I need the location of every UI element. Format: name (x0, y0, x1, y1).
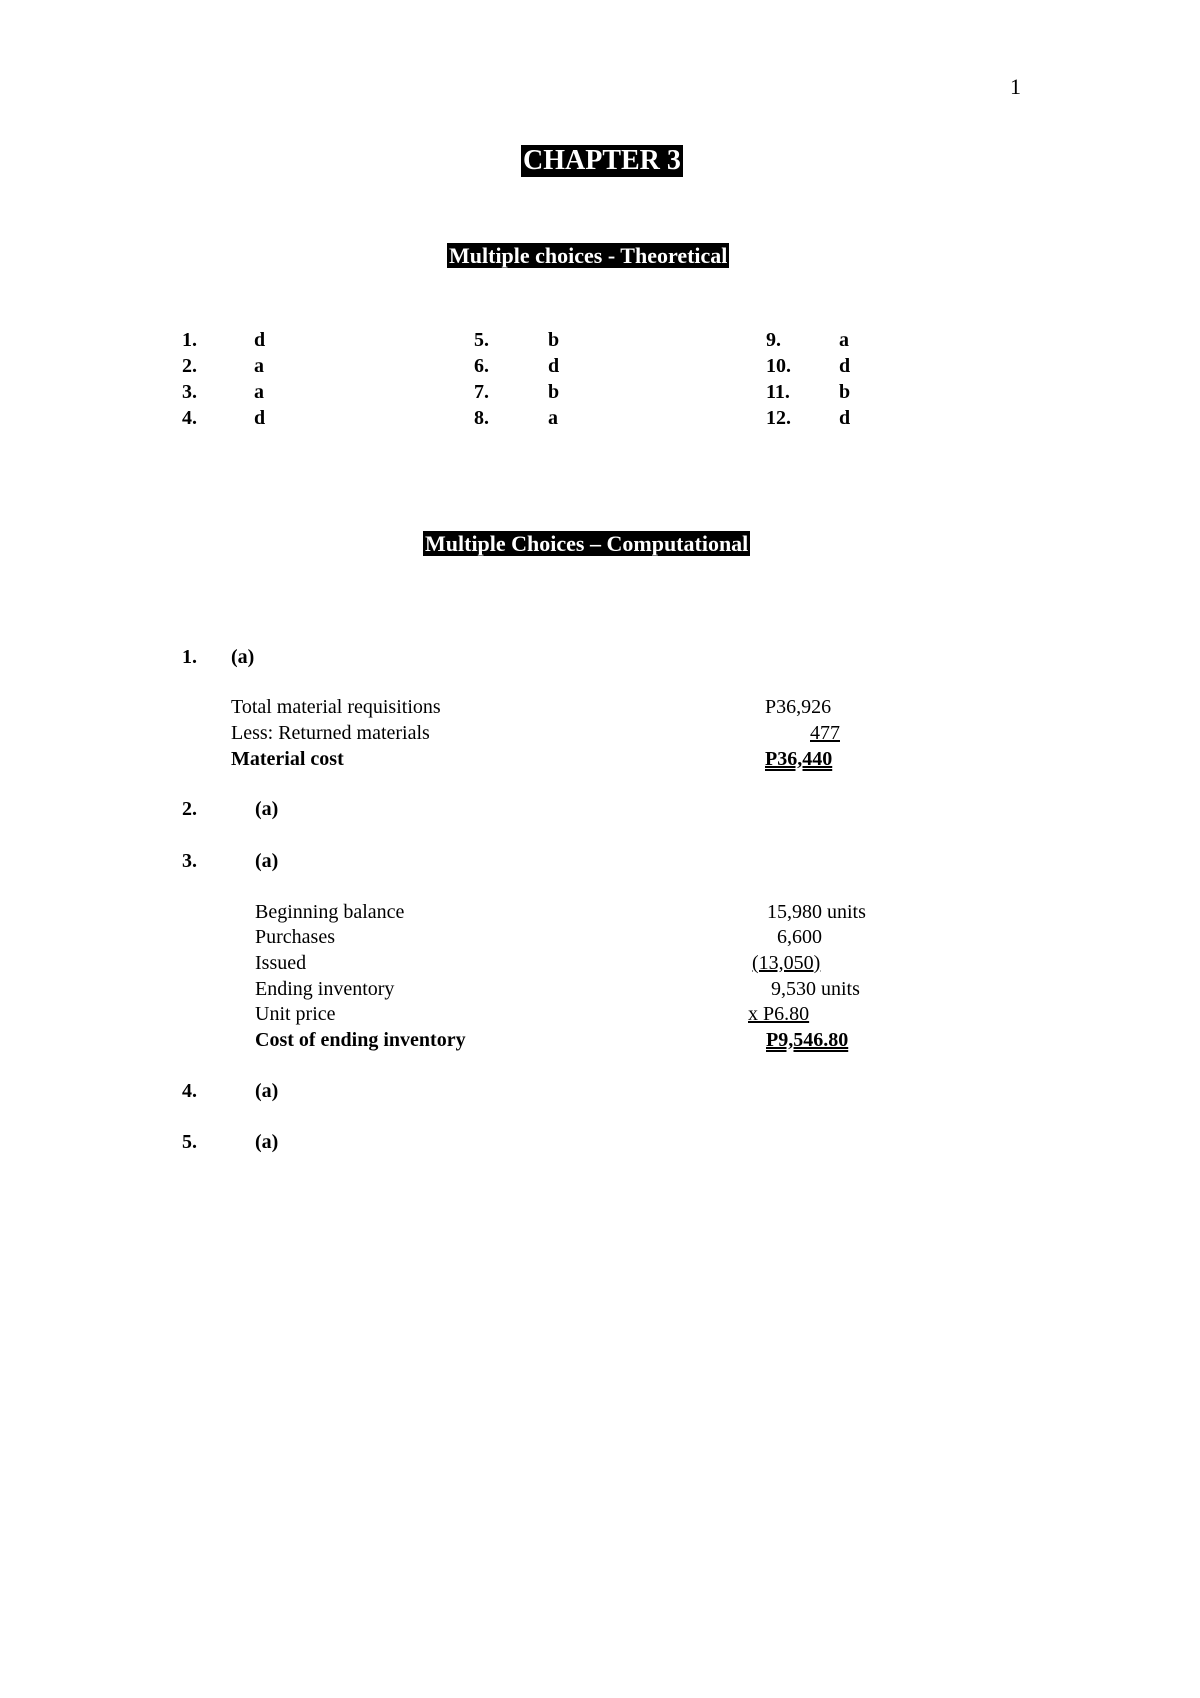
row-value: (13,050) (752, 952, 821, 974)
answer-number: 4. (182, 407, 197, 429)
row-value: 6,600 (777, 926, 822, 948)
answer-number: 6. (474, 355, 489, 377)
answer-number: 2. (182, 355, 197, 377)
answer-number: 7. (474, 381, 489, 403)
item-number: 5. (182, 1131, 197, 1153)
row-label: Issued (255, 952, 307, 974)
answer-letter: b (548, 381, 560, 403)
answer-number: 5. (474, 329, 489, 351)
answer-letter: a (254, 381, 264, 403)
row-value: P36,440 (765, 748, 833, 770)
answer-letter: a (839, 329, 849, 351)
item-number: 1. (182, 646, 197, 668)
theoretical-section-title: Multiple choices - Theoretical (449, 243, 728, 268)
answer-letter: a (548, 407, 558, 429)
chapter-title: CHAPTER 3 (523, 145, 681, 176)
page-number: 1 (1010, 74, 1021, 99)
row-label: Beginning balance (255, 901, 405, 923)
answer-number: 11. (766, 381, 790, 403)
item-number: 4. (182, 1080, 197, 1102)
row-label: Purchases (255, 926, 335, 948)
answer-letter: b (839, 381, 851, 403)
item-number: 2. (182, 798, 197, 820)
row-label: Unit price (255, 1003, 336, 1025)
row-label: Ending inventory (255, 978, 395, 1000)
answer-letter: b (548, 329, 560, 351)
row-value: P36,926 (765, 696, 832, 718)
row-label: Total material requisitions (231, 696, 441, 718)
row-value: 15,980 units (767, 901, 866, 923)
row-label: Material cost (231, 748, 344, 770)
item-answer: (a) (255, 1131, 279, 1153)
item-answer: (a) (255, 1080, 279, 1102)
computational-section-title: Multiple Choices – Computational (425, 531, 749, 556)
item-answer: (a) (231, 646, 255, 668)
answer-letter: d (839, 355, 851, 377)
answer-number: 9. (766, 329, 781, 351)
answer-number: 12. (766, 407, 791, 429)
answer-number: 1. (182, 329, 197, 351)
row-value: 9,530 units (771, 978, 860, 1000)
answer-letter: a (254, 355, 264, 377)
row-label: Less: Returned materials (231, 722, 430, 744)
answer-letter: d (254, 329, 266, 351)
item-answer: (a) (255, 850, 279, 872)
answer-letter: d (548, 355, 560, 377)
row-label: Cost of ending inventory (255, 1029, 466, 1051)
item-answer: (a) (255, 798, 279, 820)
row-value: P9,546.80 (766, 1029, 849, 1051)
item-number: 3. (182, 850, 197, 872)
row-value: x P6.80 (748, 1003, 810, 1025)
answer-number: 8. (474, 407, 489, 429)
answer-number: 10. (766, 355, 791, 377)
answer-number: 3. (182, 381, 197, 403)
answer-letter: d (839, 407, 851, 429)
answer-letter: d (254, 407, 266, 429)
row-value: 477 (810, 722, 840, 744)
